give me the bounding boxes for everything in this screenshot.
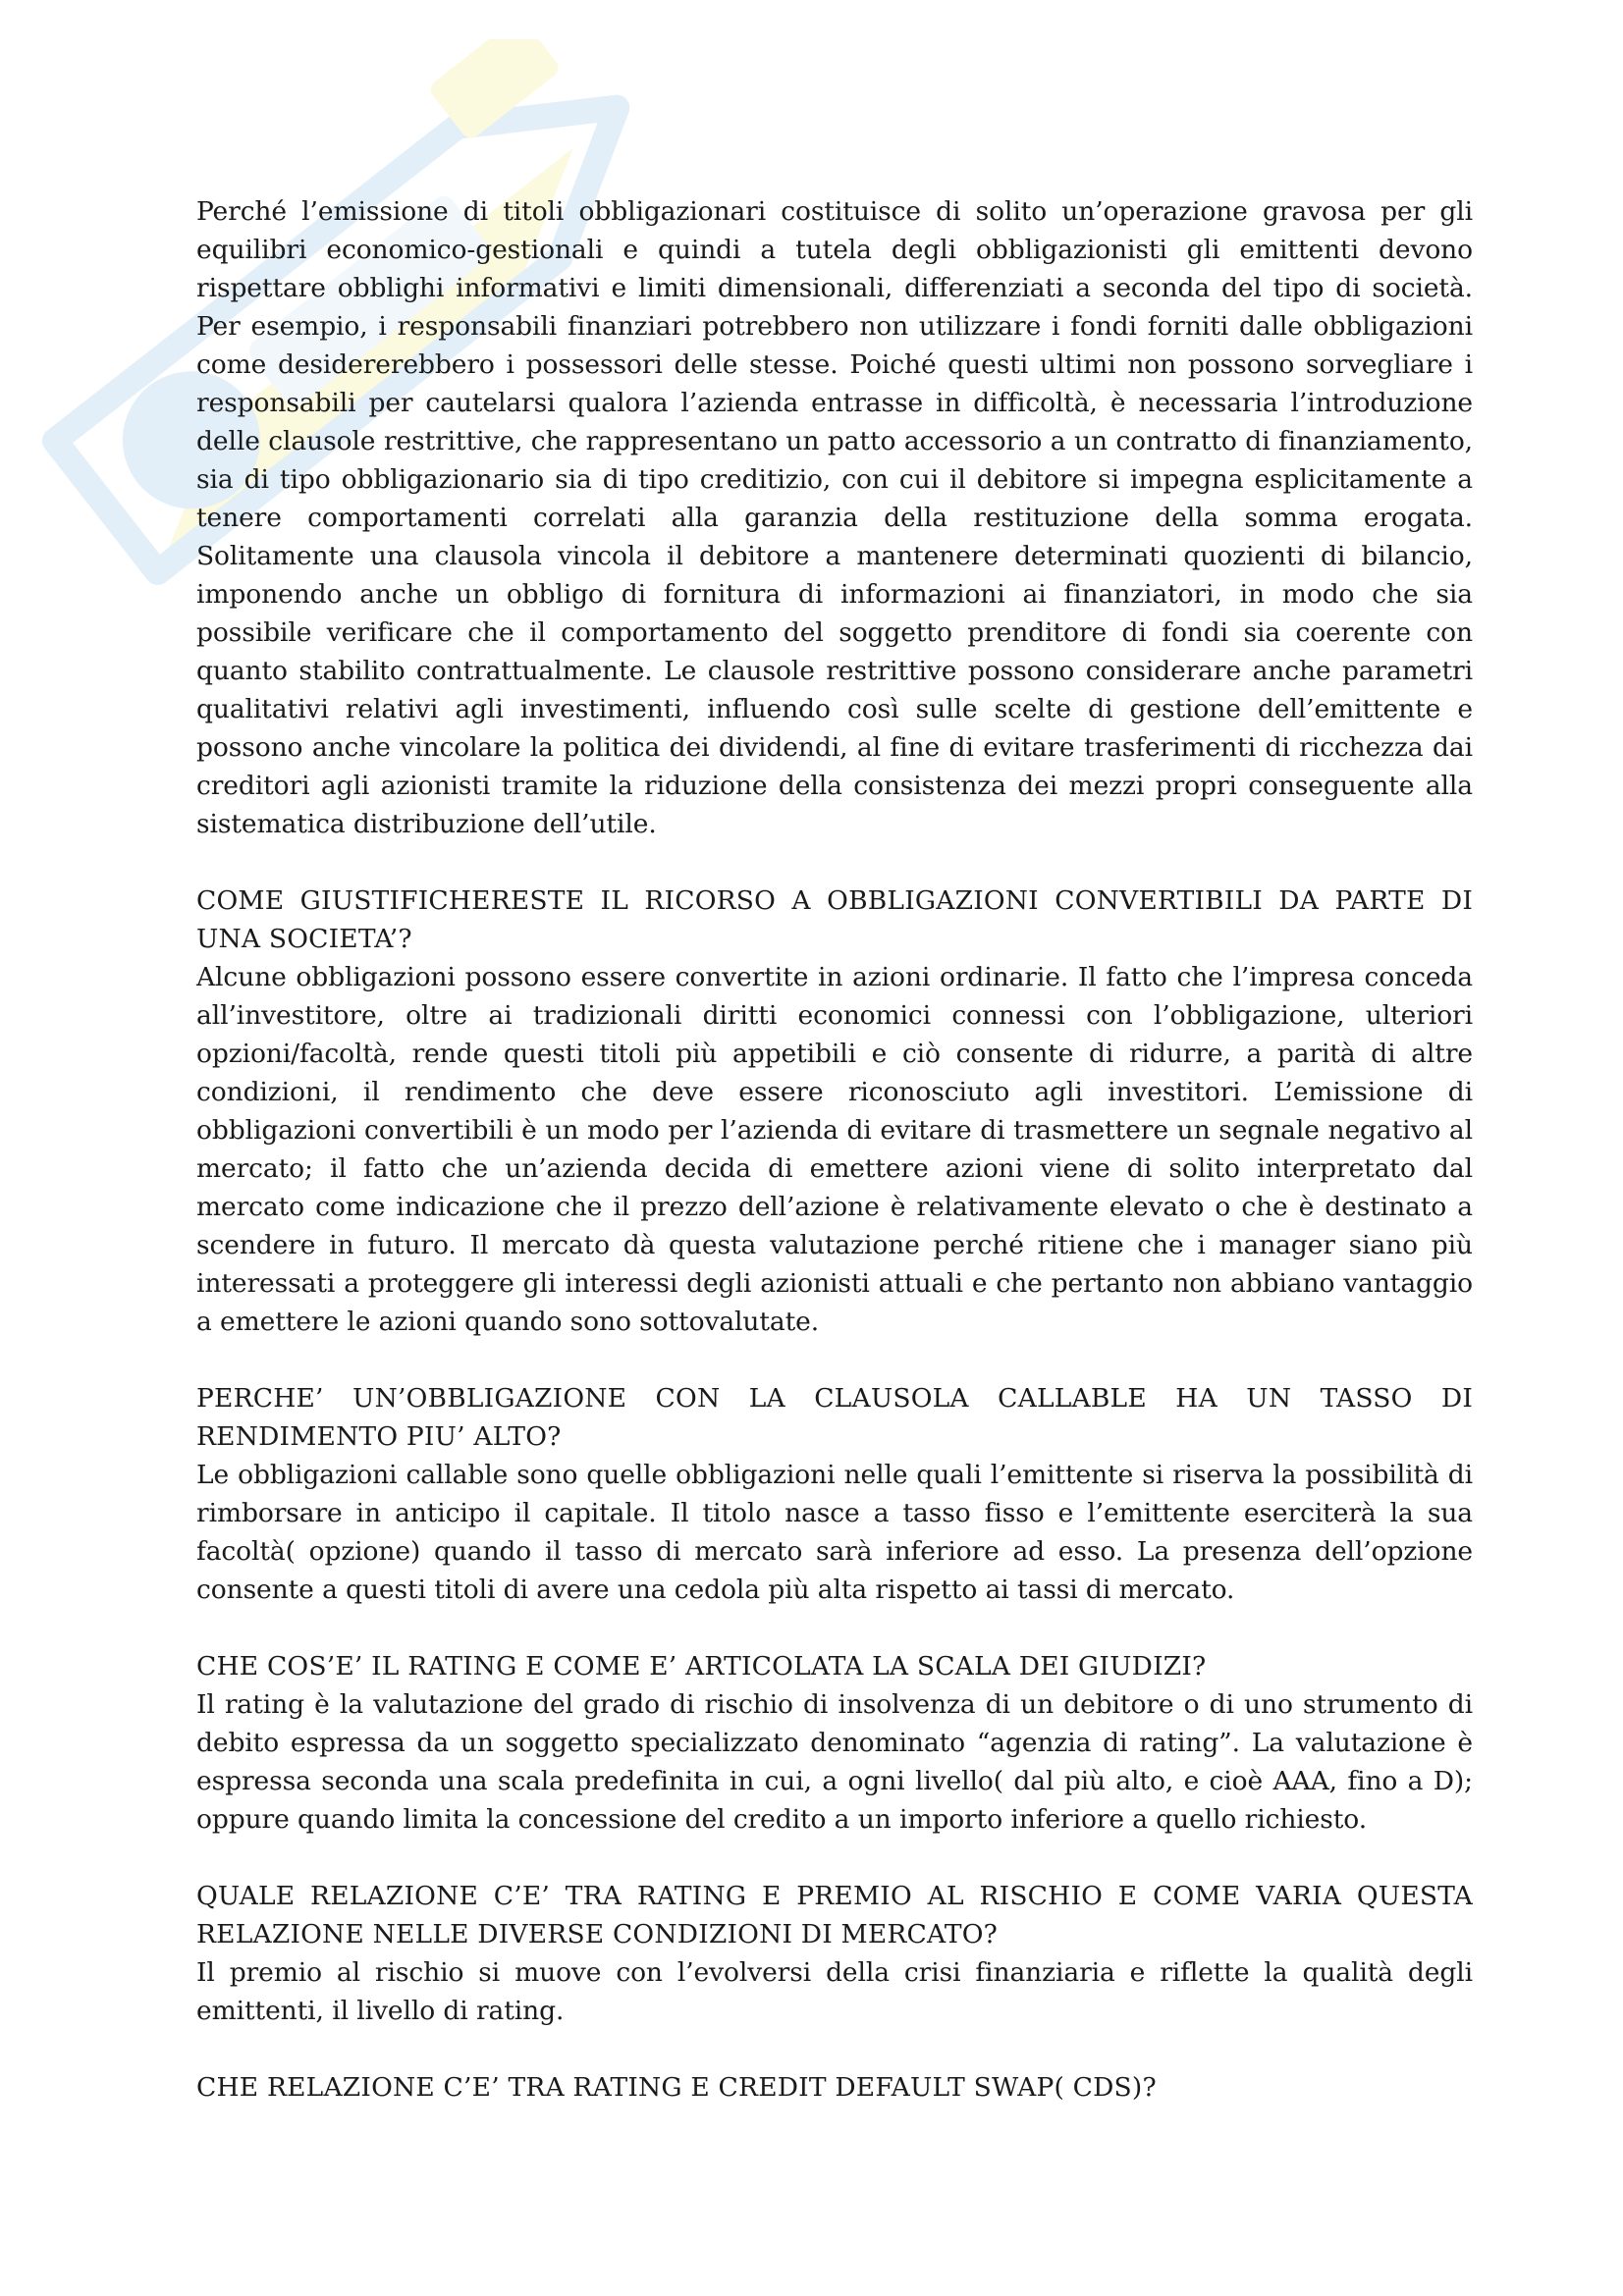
- answer-rating-scale: Il rating è la valutazione del grado di rischio di insolvenza di un debitore o di uno strumento di debito espressa da un soggetto specializzato denominato “agenzia di rating”. La valutazione è espressa seconda una scala predefinita in cui, a ogni livello( dal più alto, e cioè AAA, fino a D); oppure quando limita la concessione del credito a un importo inferiore a quello richiesto.: [196, 1689, 1473, 1835]
- intro-paragraph: Perché l’emissione di titoli obbligazionari costituisce di solito un’operazione gravosa per gli equilibri economico-gestionali e quindi a tutela degli obbligazionisti gli emittenti devono rispettare obblighi informativi e limiti dimensionali, differenziati a seconda del tipo di società. Per esempio, i responsabili finanziari potrebbero non utilizzare i fondi forniti dalle obbligazioni come desidererebbero i possessori delle stesse. Poiché questi ultimi non possono sorvegliare i responsabili per cautelarsi qualora l’azienda entrasse in difficoltà, è necessaria l’introduzione delle clausole restrittive, che rappresentano un patto accessorio a un contratto di finanziamento, sia di tipo obbligazionario sia di tipo creditizio, con cui il debitore si impegna esplicitamente a tenere comportamenti correlati alla garanzia della restituzione della somma erogata. Solitamente una clausola vincola il debitore a mantenere determinati quozienti di bilancio, imponendo anche un obbligo di fornitura di informazioni ai finanziatori, in modo che sia possibile verificare che il comportamento del soggetto prenditore di fondi sia coerente con quanto stabilito contrattualmente. Le clausole restrittive possono considerare anche parametri qualitativi relativi agli investimenti, influendo così sulle scelte di gestione dell’emittente e possono anche vincolare la politica dei dividendi, al fine di evitare trasferimenti di ricchezza dai creditori agli azionisti tramite la riduzione della consistenza dei mezzi propri conseguente alla sistematica distribuzione dell’utile.: [196, 196, 1473, 839]
- question-callable-bonds: PERCHE’ UN’OBBLIGAZIONE CON LA CLAUSOLA CALLABLE HA UN TASSO DI RENDIMENTO PIU’ ALTO?: [196, 1383, 1473, 1452]
- question-rating-cds: CHE RELAZIONE C’E’ TRA RATING E CREDIT DEFAULT SWAP( CDS)?: [196, 2072, 1157, 2103]
- document-body: [196, 192, 1473, 2107]
- question-convertible-bonds: COME GIUSTIFICHERESTE IL RICORSO A OBBLIGAZIONI CONVERTIBILI DA PARTE DI UNA SOCIETA’?: [196, 885, 1473, 954]
- answer-convertible-bonds: Alcune obbligazioni possono essere convertite in azioni ordinarie. Il fatto che l’impresa conceda all’investitore, oltre ai tradizionali diritti economici connessi con l’obbligazione, ulteriori opzioni/facoltà, rende questi titoli più appetibili e ciò consente di ridurre, a parità di altre condizioni, il rendimento che deve essere riconosciuto agli investitori. L’emissione di obbligazioni convertibili è un modo per l’azienda di evitare di trasmettere un segnale negativo al mercato; il fatto che un’azienda decida di emettere azioni viene di solito interpretato dal mercato come indicazione che il prezzo dell’azione è relativamente elevato o che è destinato a scendere in futuro. Il mercato dà questa valutazione perché ritiene che i manager siano più interessati a proteggere gli interessi degli azionisti attuali e che pertanto non abbiano vantaggio a emettere le azioni quando sono sottovalutate.: [196, 962, 1473, 1337]
- answer-callable-bonds: Le obbligazioni callable sono quelle obbligazioni nelle quali l’emittente si riserva la possibilità di rimborsare in anticipo il capitale. Il titolo nasce a tasso fisso e l’emittente eserciterà la sua facoltà( opzione) quando il tasso di mercato sarà inferiore ad esso. La presenza dell’opzione consente a questi titoli di avere una cedola più alta rispetto ai tassi di mercato.: [196, 1460, 1473, 1605]
- answer-rating-risk-premium: Il premio al rischio si muove con l’evolversi della crisi finanziaria e riflette la qualità degli emittenti, il livello di rating.: [196, 1957, 1473, 2026]
- question-rating-scale: CHE COS’E’ IL RATING E COME E’ ARTICOLATA LA SCALA DEI GIUDIZI?: [196, 1651, 1207, 1682]
- question-rating-risk-premium: QUALE RELAZIONE C’E’ TRA RATING E PREMIO AL RISCHIO E COME VARIA QUESTA RELAZIONE NELLE DIVERSE CONDIZIONI DI MERCATO?: [196, 1881, 1473, 1949]
